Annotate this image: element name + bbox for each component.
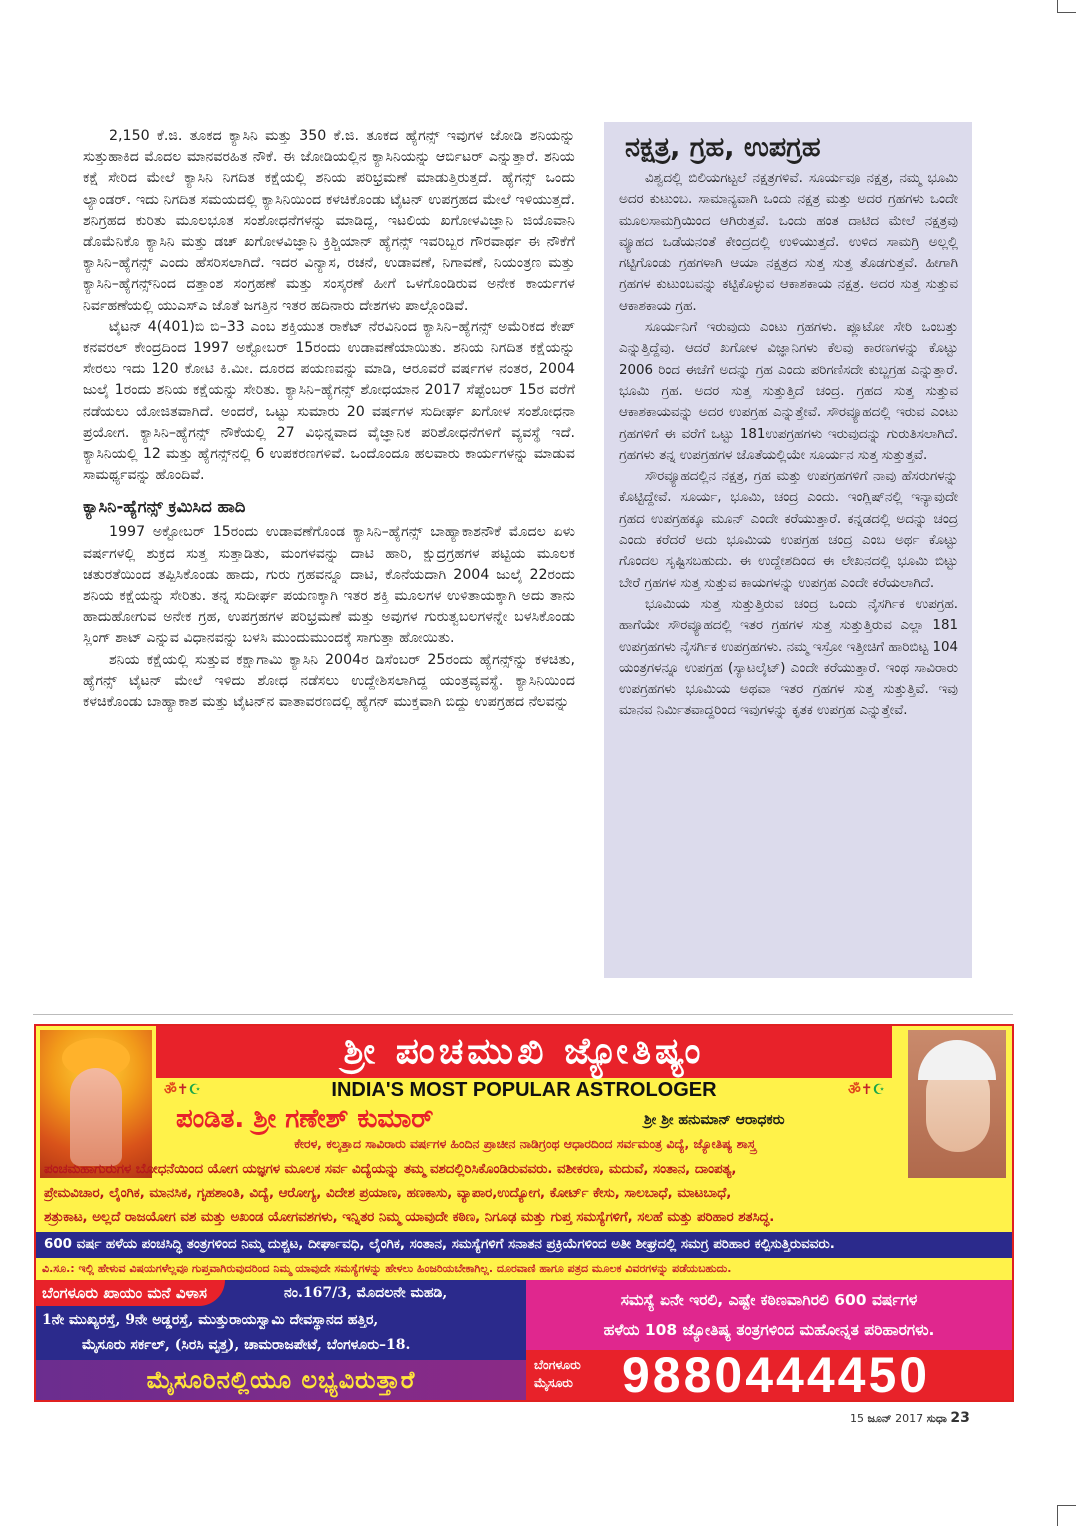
city-list (534, 1356, 581, 1392)
article-column (83, 126, 575, 713)
ad-note: ವಿ.ಸೂ.: ಇಲ್ಲಿ ಹೇಳುವ ವಿಷಯಗಳೆಲ್ಲವೂ ಗುಪ್ತವಾಗಿರುವುದರಿಂದ ನಿಮ್ಮ ಯಾವುದೇ ಸಮಸ್ಯೆಗಳನ್ನು ಹೇಳಲು ಹಿಂಜರಿಯಬೇಕಾಗಿಲ್ಲ. ದೂರವಾಣಿ ಹಾಗೂ ಪತ್ರದ ಮೂಲಕ ವಿವರಗಳನ್ನು ಪಡೆಯಬಹುದು. (42, 1262, 732, 1275)
address-line: ಮೈಸೂರು ಸರ್ಕಲ್, (ಸಿರಸಿ ವೃತ್ತ), ಚಾಮರಾಜಪೇಟೆ, ಬೆಂಗಳೂರು–18. (82, 1337, 411, 1353)
advertisement (34, 1024, 1014, 1402)
remedy-line: ಹಳೆಯ 108 ಜ್ಯೋತಿಷ್ಯ ತಂತ್ರಗಳಿಂದ ಮಹೋನ್ನತ ಪರಿಹಾರಗಳು. (603, 1321, 935, 1339)
remedy-message (526, 1280, 1012, 1350)
crescent-icon: ☪ (872, 1082, 886, 1098)
services-line: ಪ್ರೇಮವಿಚಾರ, ಲೈಂಗಿಕ, ಮಾನಸಿಕ, ಗೃಹಶಾಂತಿ, ವಿದ್ಯೆ, ಆರೋಗ್ಯ, ವಿದೇಶ ಪ್ರಯಾಣ, ಹಣಕಾಸು, ವ್ಯಾಪಾರ,ಉದ್ಯೋಗ, ಕೋರ್ಟ್ ಕೇಸು, ಸಾಲಬಾಧೆ, ಮಾಟಬಾಧೆ, (44, 1186, 732, 1201)
ad-banner-title: ಶ್ರೀ ಪಂಚಮುಖಿ ಜ್ಯೋತಿಷ್ಯಂ (156, 1026, 892, 1078)
ad-tagline: INDIA'S MOST POPULAR ASTROLOGER (331, 1079, 717, 1101)
astrologer-subtitle: ಶ್ರೀ ಶ್ರೀ ಹನುಮಾನ್ ಆರಾಧಕರು (644, 1112, 785, 1128)
om-icon: ॐ (164, 1082, 177, 1098)
page-number: 23 (950, 1410, 970, 1426)
footer-magazine: ಸುಧಾ (926, 1412, 947, 1425)
saint-portrait-image (908, 1030, 1006, 1178)
address-block (36, 1280, 526, 1360)
ad-services-text (44, 1158, 1006, 1230)
article-paragraph: ಶನಿಯ ಕಕ್ಷೆಯಲ್ಲಿ ಸುತ್ತುವ ಕಕ್ಷಾಗಾಮಿ ಕ್ಯಾಸಿನಿ 2004ರ ಡಿಸೆಂಬರ್ 25ರಂದು ಹ್ಯೆಗನ್ಸ್‌ನ್ನು ಕಳಚಿತು, ಹ್ಯೆಗನ್ಸ್ ಟೈಟನ್ ಮೇಲೆ ಇಳಿದು ಶೋಧ ನಡೆಸಲು ಉದ್ದೇಶಿಸಲಾಗಿದ್ದ ಯಂತ್ರವ್ಯವಸ್ಥೆ. ಕ್ಯಾಸಿನಿಯಿಂದ ಕಳಚಿಕೊಂಡು ಬಾಹ್ಯಾಕಾಶ ಮತ್ತು ಟೈಟನ್‌ನ ವಾತಾವರಣದಲ್ಲಿ ಹ್ಯೆಗನ್ ಮುಕ್ತವಾಗಿ ಬಿದ್ದು ಉಪಗ್ರಹದ ನೆಲವನ್ನು (83, 651, 575, 711)
phone-block (526, 1347, 1012, 1402)
hanuman-image (40, 1030, 152, 1178)
city-name: ಮೈಸೂರು (534, 1375, 573, 1390)
astrologer-name: ಪಂಡಿತ. ಶ್ರೀ ಗಣೇಶ್ ಕುಮಾರ್ (176, 1104, 434, 1134)
sidebar-paragraph: ಭೂಮಿಯ ಸುತ್ತ ಸುತ್ತುತ್ತಿರುವ ಚಂದ್ರ ಒಂದು ನೈಸರ್ಗಿಕ ಉಪಗ್ರಹ. ಹಾಗೆಯೇ ಸೌರವ್ಯೂಹದಲ್ಲಿ ಇತರ ಗ್ರಹಗಳ ಸುತ್ತ ಸುತ್ತುತ್ತಿರುವ ಎಲ್ಲಾ 181 ಉಪಗ್ರಹಗಳು ನೈಸರ್ಗಿಕ ಉಪಗ್ರಹಗಳು. ನಮ್ಮ ಇಸ್ರೋ ಇತ್ತೀಚಿಗೆ ಹಾರಿಬಿಟ್ಟ 104 ಯಂತ್ರಗಳನ್ನೂ ಉಪಗ್ರಹ (ಸ್ಯಾಟಲೈಟ್) ಎಂದೇ ಕರೆಯುತ್ತಾರೆ. ಇಂಥ ಸಾವಿರಾರು ಉಪಗ್ರಹಗಳು ಭೂಮಿಯ ಅಥವಾ ಇತರ ಗ್ರಹಗಳ ಸುತ್ತ ಸುತ್ತುತ್ತಿವೆ. ಇವು ಮಾನವ ನಿರ್ಮಿತವಾದ್ದರಿಂದ ಇವುಗಳನ್ನು ಕೃತಕ ಉಪಗ್ರಹ ಎನ್ನುತ್ತೇವೆ. (619, 596, 958, 719)
address-label: ಬೆಂಗಳೂರು ಖಾಯಂ ಮನೆ ವಿಳಾಸ (36, 1280, 225, 1306)
crop-mark-top (1057, 0, 1076, 13)
ad-blue-strip: 600 ವರ್ಷ ಹಳೆಯ ಪಂಚಸಿದ್ಧಿ ತಂತ್ರಗಳಿಂದ ನಿಮ್ಮ ದುಶ್ಚಟ, ದೀರ್ಘಾವಧಿ, ಲೈಂಗಿಕ, ಸಂತಾನ, ಸಮಸ್ಯೆಗಳಿಗೆ ಸನಾತನ ಪ್ರಕ್ರಿಯೆಗಳಿಂದ ಅತೀ ಶೀಘ್ರದಲ್ಲಿ ಸಮಗ್ರ ಪರಿಹಾರ ಕಲ್ಪಿಸುತ್ತಿರುವವರು. (36, 1232, 1012, 1258)
phone-number: 9880444450 (622, 1347, 931, 1402)
ad-heritage-line: ಕೇರಳ, ಕಲ್ಕತ್ತಾದ ಸಾವಿರಾರು ವರ್ಷಗಳ ಹಿಂದಿನ ಪ್ರಾಚೀನ ನಾಡಿಗ್ರಂಥ ಆಧಾರದಿಂದ ಸರ್ವಮಂತ್ರ ವಿದ್ಯೆ, ಜ್ಯೋತಿಷ್ಯ ಶಾಸ್ತ್ರ (294, 1136, 756, 1151)
section-divider (33, 1014, 1013, 1015)
cross-icon: ✝ (860, 1082, 873, 1098)
services-line: ಪಂಚಮಹಾಗುರುಗಳ ಬೋಧನೆಯಿಂದ ಯೋಗ ಯಜ್ಞಗಳ ಮೂಲಕ ಸರ್ವ ವಿದ್ಯೆಯನ್ನು ತಮ್ಮ ವಶದಲ್ಲಿರಿಸಿಕೊಂಡಿರುವವರು. ವಶೀಕರಣ, ಮದುವೆ, ಸಂತಾನ, ದಾಂಪತ್ಯ, (44, 1162, 737, 1177)
footer-month: ಜೂನ್ (867, 1412, 892, 1425)
om-icon: ॐ (848, 1082, 861, 1098)
page-footer (850, 1410, 970, 1426)
remedy-line: ಸಮಸ್ಯೆ ಏನೇ ಇರಲಿ, ಎಷ್ಟೇ ಕಠಿಣವಾಗಿರಲಿ 600 ವರ್ಷಗಳ (620, 1291, 918, 1309)
mysore-availability: ಮೈಸೂರಿನಲ್ಲಿಯೂ ಲಭ್ಯವಿರುತ್ತಾರೆ (36, 1360, 526, 1400)
footer-day: 15 (850, 1412, 864, 1425)
crescent-icon: ☪ (188, 1082, 202, 1098)
sidebar-paragraph: ವಿಶ್ವದಲ್ಲಿ ಬಿಲಿಯಗಟ್ಟಲೆ ನಕ್ಷತ್ರಗಳಿವೆ. ಸೂರ್ಯವೂ ನಕ್ಷತ್ರ, ನಮ್ಮ ಭೂಮಿ ಅದರ ಕುಟುಂಬ. ಸಾಮಾನ್ಯವಾಗಿ ಒಂದು ನಕ್ಷತ್ರ ಮತ್ತು ಅದರ ಗ್ರಹಗಳು ಒಂದೇ ಮೂಲಸಾಮಗ್ರಿಯಿಂದ ಆಗಿರುತ್ತವೆ. ಒಂದು ಹಂತ ದಾಟಿದ ಮೇಲೆ ನಕ್ಷತ್ರವು ವ್ಯೂಹದ ಒಡೆಯನಂತೆ ಕೇಂದ್ರದಲ್ಲಿ ಉಳಿಯುತ್ತದೆ. ಉಳಿದ ಸಾಮಗ್ರಿ ಅಲ್ಲಲ್ಲಿ ಗಟ್ಟಿಗೊಂಡು ಗ್ರಹಗಳಾಗಿ ಆಯಾ ನಕ್ಷತ್ರದ ಸುತ್ತ ಸುತ್ತ ತೊಡಗುತ್ತವೆ. ಹೀಗಾಗಿ ಗ್ರಹಗಳ ಕುಟುಂಬವನ್ನು ಕಟ್ಟಿಕೊಳ್ಳುವ ಆಕಾಶಕಾಯ ನಕ್ಷತ್ರ. ಅದರ ಸುತ್ತ ಸುತ್ತುವ ಆಕಾಶಕಾಯ ಗ್ರಹ. (619, 171, 958, 314)
sidebar-box (604, 122, 972, 978)
footer-year: 2017 (895, 1412, 924, 1425)
portrait-headcloth (918, 1040, 996, 1080)
cross-icon: ✝ (176, 1082, 189, 1098)
article-paragraph: 1997 ಅಕ್ಟೋಬರ್ 15ರಂದು ಉಡಾವಣೆಗೊಂಡ ಕ್ಯಾಸಿನಿ–ಹ್ಯೆಗನ್ಸ್ ಬಾಹ್ಯಾಕಾಶನೌಕೆ ಮೊದಲ ಏಳು ವರ್ಷಗಳಲ್ಲಿ ಶುಕ್ರದ ಸುತ್ತ ಸುತ್ತಾಡಿತು, ಮಂಗಳವನ್ನು ದಾಟಿ ಹಾರಿ, ಕ್ಷುದ್ರಗ್ರಹಗಳ ಪಟ್ಟಿಯ ಮೂಲಕ ಚತುರತೆಯಿಂದ ತಪ್ಪಿಸಿಕೊಂಡು ಹಾದು, ಗುರು ಗ್ರಹವನ್ನೂ ದಾಟಿ, ಕೊನೆಯದಾಗಿ 2004 ಜುಲೈ 22ರಂದು ಶನಿಯ ಕಕ್ಷೆಯನ್ನು ಸೇರಿತು. ತನ್ನ ಸುದೀರ್ಘ ಪಯಣಕ್ಕಾಗಿ ಇತರ ಶಕ್ತಿ ಮೂಲಗಳ ಉಳಿತಾಯಕ್ಕಾಗಿ ಅದು ತಾನು ಹಾದುಹೋಗುವ ಅನೇಕ ಗ್ರಹ, ಉಪಗ್ರಹಗಳ ಪರಿಭ್ರಮಣೆ ಮತ್ತು ಅವುಗಳ ಗುರುತ್ವಬಲಗಳನ್ನೇ ಬಳಸಿಕೊಂಡು ಸ್ಲಿಂಗ್ ಶಾಟ್ ಎನ್ನುವ ವಿಧಾನವನ್ನು ಬಳಸಿ ಮುಂದುಮುಂದಕ್ಕೆ ಸಾಗುತ್ತಾ ಹೋಯಿತು. (83, 524, 575, 647)
address-line: 1ನೇ ಮುಖ್ಯರಸ್ತೆ, 9ನೇ ಅಡ್ಡರಸ್ತೆ, ಮುತ್ತುರಾಯಸ್ವಾಮಿ ದೇವಸ್ಥಾನದ ಹತ್ತಿರ, (42, 1312, 379, 1328)
article-subheading: ಕ್ಯಾಸಿನಿ-ಹ್ಯೆಗನ್ಸ್ ಕ್ರಮಿಸಿದ ಹಾದಿ (83, 497, 246, 517)
address-line: ನಂ.167/3, ಮೊದಲನೇ ಮಹಡಿ, (284, 1285, 448, 1301)
article-paragraph: ಟೈಟನ್ 4(401)ಬಿ ಬಿ–33 ಎಂಬ ಶಕ್ತಿಯುತ ರಾಕೆಟ್ ನೆರವಿನಿಂದ ಕ್ಯಾಸಿನಿ–ಹ್ಯೆಗನ್ಸ್ ಅಮೆರಿಕದ ಕೇಪ್ ಕನವರಲ್ ಕೇಂದ್ರದಿಂದ 1997 ಅಕ್ಟೋಬರ್ 15ರಂದು ಉಡಾವಣೆಯಾಯಿತು. ಶನಿಯ ನಿಗದಿತ ಕಕ್ಷೆಯನ್ನು ಸೇರಲು ಇದು 120 ಕೋಟಿ ಕಿ.ಮೀ. ದೂರದ ಪಯಣವನ್ನು ಮಾಡಿ, ಆರೂವರೆ ವರ್ಷಗಳ ನಂತರ, 2004 ಜುಲೈ 1ರಂದು ಶನಿಯ ಕಕ್ಷೆಯನ್ನು ಸೇರಿತು. ಕ್ಯಾಸಿನಿ–ಹ್ಯೆಗನ್ಸ್ ಶೋಧಯಾನ 2017 ಸೆಪ್ಟೆಂಬರ್ 15ರ ವರೆಗೆ ನಡೆಯಲು ಯೋಜಿತವಾಗಿದೆ. ಅಂದರೆ, ಒಟ್ಟು ಸುಮಾರು 20 ವರ್ಷಗಳ ಸುದೀರ್ಘ ಖಗೋಳ ಸಂಶೋಧನಾ ಪ್ರಯೋಗ. ಕ್ಯಾಸಿನಿ–ಹ್ಯೆಗನ್ಸ್ ನೌಕೆಯಲ್ಲಿ 27 ವಿಭಿನ್ನವಾದ ವೈಜ್ಞಾನಿಕ ಪರಿಶೋಧನೆಗಳಿಗೆ ವ್ಯವಸ್ಥೆ ಇದೆ. ಕ್ಯಾಸಿನಿಯಲ್ಲಿ 12 ಮತ್ತು ಹ್ಯೆಗನ್ಸ್‌ನಲ್ಲಿ 6 ಉಪಕರಣಗಳಿವೆ. ಒಂದೊಂದೂ ಹಲವಾರು ಕಾರ್ಯಗಳನ್ನು ಮಾಡುವ ಸಾಮರ್ಥ್ಯವನ್ನು ಹೊಂದಿವೆ. (83, 318, 575, 484)
crop-mark-bottom (1057, 1505, 1076, 1526)
religious-symbols-right (848, 1080, 885, 1099)
city-name: ಬೆಂಗಳೂರು (534, 1357, 581, 1372)
sidebar-paragraph: ಸೌರವ್ಯೂಹದಲ್ಲಿನ ನಕ್ಷತ್ರ, ಗ್ರಹ ಮತ್ತು ಉಪಗ್ರಹಗಳಿಗೆ ನಾವು ಹೆಸರುಗಳನ್ನು ಕೊಟ್ಟಿದ್ದೇವೆ. ಸೂರ್ಯ, ಭೂಮಿ, ಚಂದ್ರ ಎಂದು. ಇಂಗ್ಲಿಷ್‌ನಲ್ಲಿ ಇನ್ಯಾವುದೇ ಗ್ರಹದ ಉಪಗ್ರಹಕ್ಕೂ ಮೂನ್ ಎಂದೇ ಕರೆಯುತ್ತಾರೆ. ಕನ್ನಡದಲ್ಲಿ ಅದನ್ನು ಚಂದ್ರ ಎಂದು ಕರೆದರೆ ಅದು ಭೂಮಿಯ ಉಪಗ್ರಹ ಚಂದ್ರ ಎಂಬ ಅರ್ಥ ಕೊಟ್ಟು ಗೊಂದಲ ಸೃಷ್ಟಿಸಬಹುದು. ಈ ಉದ್ದೇಶದಿಂದ ಈ ಲೇಖನದಲ್ಲಿ ಭೂಮಿ ಬಿಟ್ಟು ಬೇರೆ ಗ್ರಹಗಳ ಸುತ್ತ ಸುತ್ತುವ ಕಾಯಗಳನ್ನು ಉಪಗ್ರಹ ಎಂದೇ ಕರೆಯಲಾಗಿದೆ. (619, 469, 958, 591)
deity-figure (70, 1068, 122, 1166)
article-paragraph: 2,150 ಕೆ.ಜಿ. ತೂಕದ ಕ್ಯಾಸಿನಿ ಮತ್ತು 350 ಕೆ.ಜಿ. ತೂಕದ ಹ್ಯೆಗನ್ಸ್ ಇವುಗಳ ಜೋಡಿ ಶನಿಯನ್ನು ಸುತ್ತುಹಾಕಿದ ಮೊದಲ ಮಾನವರಹಿತ ನೌಕೆ. ಈ ಜೋಡಿಯಲ್ಲಿನ ಕ್ಯಾಸಿನಿಯನ್ನು ಆರ್ಬಿಟರ್ ಎನ್ನುತ್ತಾರೆ. ಶನಿಯ ಕಕ್ಷೆ ಸೇರಿದ ಮೇಲೆ ಕ್ಯಾಸಿನಿ ನಿಗದಿತ ಕಕ್ಷೆಯಲ್ಲಿ ಶನಿಯ ಪರಿಭ್ರಮಣೆ ಮಾಡುತ್ತಿರುತ್ತದೆ. ಹ್ಯೆಗನ್ಸ್ ಒಂದು ಲ್ಯಾಂಡರ್. ಇದು ನಿಗದಿತ ಸಮಯದಲ್ಲಿ ಕ್ಯಾಸಿನಿಯಿಂದ ಕಳಚಿಕೊಂಡು ಟೈಟನ್ ಉಪಗ್ರಹದ ಮೇಲೆ ಇಳಿಯುತ್ತದೆ. ಶನಿಗ್ರಹದ ಕುರಿತು ಮೂಲಭೂತ ಸಂಶೋಧನೆಗಳನ್ನು ಮಾಡಿದ್ದ, ಇಟಲಿಯ ಖಗೋಳವಿಜ್ಞಾನಿ ಜಿಯೊವಾನಿ ಡೊಮೆನಿಕೊ ಕ್ಯಾಸಿನಿ ಮತ್ತು ಡಚ್ ಖಗೋಳವಿಜ್ಞಾನಿ ಕ್ರಿಶ್ಚಿಯಾನ್ ಹ್ಯೆಗನ್ಸ್ ಇವರಿಬ್ಬರ ಗೌರವಾರ್ಥ ಈ ನೌಕೆಗೆ ಕ್ಯಾಸಿನಿ–ಹ್ಯೆಗನ್ಸ್ ಎಂದು ಹೆಸರಿಸಲಾಗಿದೆ. ಇದರ ವಿನ್ಯಾಸ, ರಚನೆ, ಉಡಾವಣೆ, ನಿಗಾವಣೆ, ನಿಯಂತ್ರಣ ಮತ್ತು ಕ್ಯಾಸಿನಿ–ಹ್ಯೆಗನ್ಸ್‌ನಿಂದ ದತ್ತಾಂಶ ಸಂಗ್ರಹಣೆ ಮತ್ತು ಸಂಸ್ಕರಣೆ ಹೀಗೆ ಒಳಗೊಂಡಿರುವ ಅನೇಕ ಕಾರ್ಯಗಳ ನಿರ್ವಹಣೆಯಲ್ಲಿ ಯುಎಸ್‌ಎ ಜೊತೆ ಜಗತ್ತಿನ ಇತರ ಹದಿನಾರು ದೇಶಗಳು ಪಾಲ್ಗೊಂಡಿವೆ. (83, 128, 575, 314)
services-line: ಶತ್ರುಕಾಟ, ಅಲ್ಲದೆ ರಾಜಯೋಗ ವಶ ಮತ್ತು ಅಖಂಡ ಯೋಗವಶಗಳು, ಇನ್ನಿತರ ನಿಮ್ಮ ಯಾವುದೇ ಕಠಿಣ, ನಿಗೂಢ ಮತ್ತು ಗುಪ್ತ ಸಮಸ್ಯೆಗಳಿಗೆ, ಸಲಹೆ ಮತ್ತು ಪರಿಹಾರ ಶತಸಿದ್ಧ. (44, 1210, 775, 1225)
sidebar-paragraph: ಸೂರ್ಯನಿಗೆ ಇರುವುದು ಎಂಟು ಗ್ರಹಗಳು. ಪ್ಲೂಟೋ ಸೇರಿ ಒಂಬತ್ತು ಎನ್ನುತ್ತಿದ್ದೆವು. ಆದರೆ ಖಗೋಳ ವಿಜ್ಞಾನಿಗಳು ಕೆಲವು ಕಾರಣಗಳನ್ನು ಕೊಟ್ಟು 2006 ರಿಂದ ಈಚೆಗೆ ಅದನ್ನು ಗ್ರಹ ಎಂದು ಪರಿಗಣಿಸದೇ ಕುಬ್ಜಗ್ರಹ ಎನ್ನುತ್ತಾರೆ. ಭೂಮಿ ಗ್ರಹ. ಅದರ ಸುತ್ತ ಸುತ್ತುತ್ತಿದೆ ಚಂದ್ರ. ಗ್ರಹದ ಸುತ್ತ ಸುತ್ತುವ ಆಕಾಶಕಾಯವನ್ನು ಅದರ ಉಪಗ್ರಹ ಎನ್ನುತ್ತೇವೆ. ಸೌರವ್ಯೂಹದಲ್ಲಿ ಇರುವ ಎಂಟು ಗ್ರಹಗಳಿಗೆ ಈ ವರೆಗೆ ಒಟ್ಟು 181ಉಪಗ್ರಹಗಳು ಇರುವುದನ್ನು ಗುರುತಿಸಲಾಗಿದೆ. ಗ್ರಹಗಳು ತನ್ನ ಉಪಗ್ರಹಗಳ ಜೊತೆಯಲ್ಲಿಯೇ ಸೂರ್ಯನ ಸುತ್ತ ಸುತ್ತುತ್ತವೆ. (619, 320, 958, 463)
sidebar-title: ನಕ್ಷತ್ರ, ಗ್ರಹ, ಉಪಗ್ರಹ (625, 132, 821, 163)
